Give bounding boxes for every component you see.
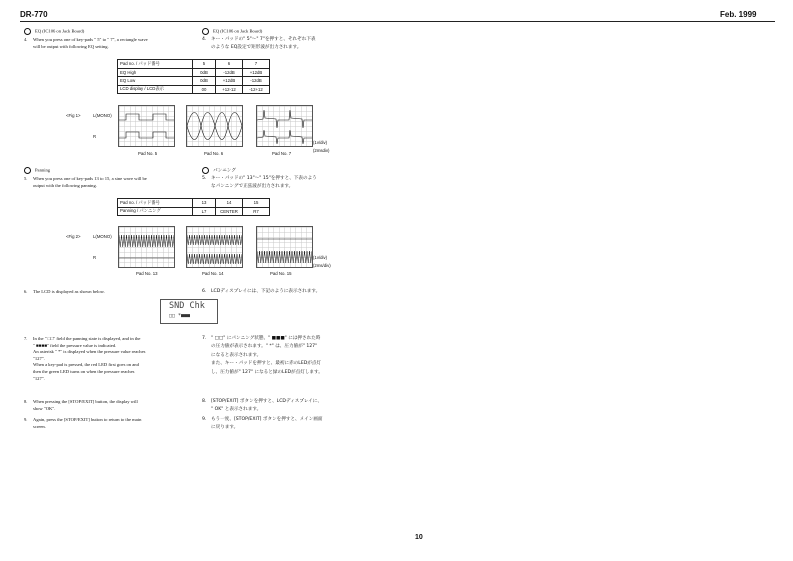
fig2-pad-caption: Pad No. 14 xyxy=(202,271,224,276)
table-row xyxy=(118,68,270,77)
table-header-cell: 6 xyxy=(216,60,243,69)
table-header-cell: 5 xyxy=(193,60,216,69)
fig2-pad-caption: Pad No. 15 xyxy=(270,271,292,276)
fig1-channel-l: L(MONO) xyxy=(93,113,112,118)
circle-bullet-icon xyxy=(24,28,31,35)
fig1-time-scale: (2msdiv) xyxy=(313,148,330,153)
table-cell: EQ High xyxy=(118,68,193,77)
fig2-time-scale: (2ms/div) xyxy=(313,263,331,268)
oscilloscope-eq-high-wave xyxy=(186,105,243,147)
fig2-label: <Fig 2> xyxy=(66,234,81,239)
table-row xyxy=(118,85,270,94)
header-rule xyxy=(20,21,775,22)
table-cell: LCD display / LCD表示 xyxy=(118,85,193,94)
step9-jp: 9. もう一度、[STOP/EXIT] ボタンを押すと、メイン画面 に戻ります。 xyxy=(202,417,323,431)
table-cell: 0dB xyxy=(193,68,216,77)
pan-text-en: 5. When you press one of key-pads 13 to 15, a sine wave will be output with the following panning. xyxy=(24,176,147,188)
step7-jp: 7. " □□" にパンニング状態、" ■■■" には押された時 の圧力値が表示されます。" *" は、圧力値が" 127" になると表示されます。 また、キー・パッドを押すと、最初に赤のLEDが点灯 し、圧力値が" 127" になると緑のLEDが点灯します。 xyxy=(202,336,323,375)
lcd-line-1: SND Chk xyxy=(169,301,205,311)
table-header-row xyxy=(118,60,270,69)
table-header-cell: Pad no. / パッド番号 xyxy=(118,199,193,208)
step9-en: 9. Again, press the [STOP/EXIT] button to return to the main screen. xyxy=(24,417,142,429)
eq-settings-table xyxy=(117,59,270,94)
lcd-display-box xyxy=(160,299,218,324)
step8-en: 8. When pressing the [STOP/EXIT] button, the display will show "OK". xyxy=(24,399,138,411)
eq-text-en: 4. When you press one of key-pads " 5" to " 7", a rectangle wave will be output with following EQ setting. xyxy=(24,37,148,49)
table-cell: -12dB xyxy=(243,77,270,86)
step6-en: 6. The LCD is displayed as shown below. xyxy=(24,289,105,294)
table-cell: L7 xyxy=(193,207,216,216)
oscilloscope-pan-center-wave xyxy=(186,226,243,268)
table-header-cell: 13 xyxy=(193,199,216,208)
oscilloscope-square-wave xyxy=(118,105,175,147)
circle-bullet-icon xyxy=(24,167,31,174)
table-row xyxy=(118,77,270,86)
oscilloscope-pan-left-wave xyxy=(118,226,175,268)
pan-text-jp: 5. キー・パッドの" 13"～" 15"を押すと、下表のよう なパンニングで正弦波が出力されます。 xyxy=(202,176,317,190)
table-cell: +12-12 xyxy=(216,85,243,94)
fig1-pad-caption: Pad No. 6 xyxy=(204,151,224,156)
step6-jp: 6. LCDディスプレイには、下記のように表示されます。 xyxy=(202,289,321,294)
table-cell: -12dB xyxy=(216,68,243,77)
table-cell: Panning / パンニング xyxy=(118,207,193,216)
table-cell: 0dB xyxy=(193,77,216,86)
table-header-cell: 7 xyxy=(243,60,270,69)
oscilloscope-pan-right-wave xyxy=(256,226,313,268)
panning-table xyxy=(117,198,270,216)
table-header-row xyxy=(118,199,270,208)
step7-en: 7. In the " □□" field the panning state is displayed, and in the " ■■■■" field the pressure value is indicated. An asterisk " *" is displayed when the pressure value reaches "127". When a key-pad is pressed, the red LED first goes on and then the green LED turns on when the pressure reaches "127". xyxy=(24,336,146,381)
eq-text-jp: 4. キー・パッドの" 5"～" 7"を押すと、それぞれ下表 のような EQ設定で矩形波が出力されます。 xyxy=(202,37,316,51)
fig1-label: <Fig 1> xyxy=(66,113,81,118)
wave-svg xyxy=(119,227,174,267)
eq-heading-jp: EQ (IC106 on Jack Board) xyxy=(202,28,262,35)
table-cell: 00 xyxy=(193,85,216,94)
fig2-channel-r: R xyxy=(93,255,97,260)
fig1-pad-caption: Pad No. 5 xyxy=(138,151,158,156)
eq-heading-en: EQ (IC106 on Jack Board) xyxy=(24,28,84,35)
table-cell: +12dB xyxy=(243,68,270,77)
table-row xyxy=(118,207,270,216)
fig2-vertical-scale: (1v/div) xyxy=(313,255,328,260)
step8-jp: 8. [STOP/EXIT] ボタンを押すと、LCDディスプレイに、 " OK" と表示されます。 xyxy=(202,399,322,413)
oscilloscope-eq-low-wave xyxy=(256,105,313,147)
lcd-line-2: □□ *■■■ xyxy=(169,313,191,319)
table-header-cell: Pad no. / パッド番号 xyxy=(118,60,193,69)
table-cell: -12+12 xyxy=(243,85,270,94)
table-cell: CENTER xyxy=(216,207,243,216)
circle-bullet-icon xyxy=(202,167,209,174)
table-cell: +12dB xyxy=(216,77,243,86)
pan-heading-en: Panning xyxy=(24,167,50,174)
table-header-cell: 15 xyxy=(243,199,270,208)
doc-date: Feb. 1999 xyxy=(720,10,757,19)
table-header-cell: 14 xyxy=(216,199,243,208)
fig1-vertical-scale: (1v/div) xyxy=(313,140,328,145)
table-cell: EQ Low xyxy=(118,77,193,86)
fig1-pad-caption: Pad No. 7 xyxy=(272,151,292,156)
pan-heading-jp: パンニング xyxy=(202,167,236,174)
table-cell: R7 xyxy=(243,207,270,216)
fig2-pad-caption: Pad No. 13 xyxy=(136,271,158,276)
fig2-channel-l: L(MONO) xyxy=(93,234,112,239)
doc-model-title: DR-770 xyxy=(20,10,48,19)
circle-bullet-icon xyxy=(202,28,209,35)
fig1-channel-r: R xyxy=(93,134,97,139)
page-number: 10 xyxy=(415,534,423,541)
